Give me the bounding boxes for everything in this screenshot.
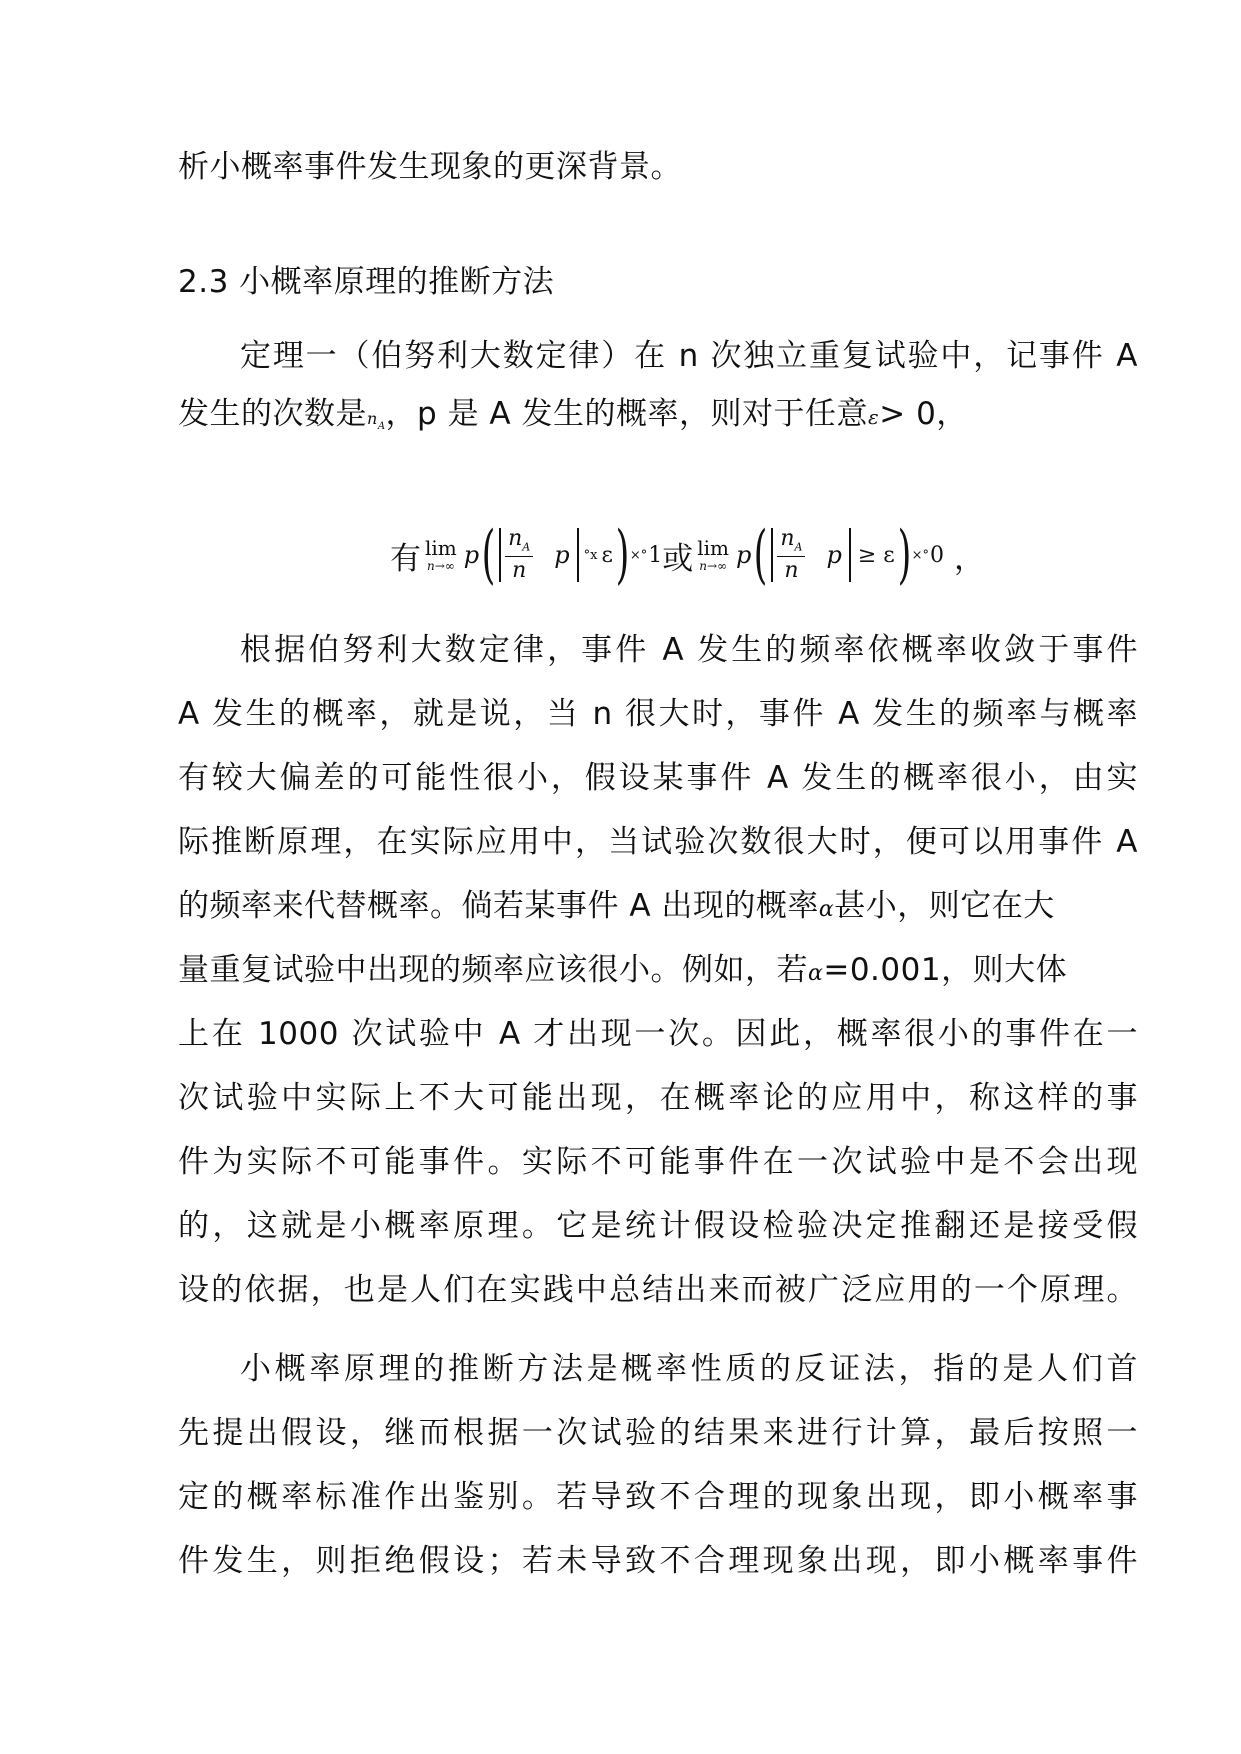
text-line — [178, 886, 1138, 930]
frequency-fraction — [505, 528, 533, 581]
left-paren: ( — [753, 518, 768, 592]
text-line — [178, 950, 1138, 994]
text-line: 析小概率事件发生现象的更深背景。 — [178, 149, 682, 185]
left-paren: ( — [481, 518, 496, 592]
abs-bar-left — [771, 528, 773, 582]
frac-numerator-sub: A — [522, 540, 531, 554]
prob-symbol: p — [736, 541, 752, 569]
prob-symbol: p — [554, 541, 570, 569]
garbled-glyph: ×° — [629, 547, 648, 563]
text-span: 甚小，则它在大 — [834, 888, 1055, 924]
text-span: =0.001，则大体 — [823, 952, 1068, 988]
text-line: 上在 1000 次试验中 A 才出现一次。因此，概率很小的事件在一 — [178, 1016, 1138, 1052]
right-paren: ) — [897, 518, 912, 592]
frac-denominator: n — [784, 557, 799, 583]
text-line: 定的概率标准作出鉴别。若导致不合理的现象出现，即小概率事 — [178, 1479, 1138, 1515]
garbled-glyph: °x — [583, 547, 598, 563]
lim-subscript: n→∞ — [699, 559, 727, 573]
text-span: 发生的次数是 — [178, 396, 367, 432]
math-n: n — [367, 409, 378, 428]
formula-suffix: ， — [954, 540, 986, 577]
frequency-fraction — [777, 528, 805, 581]
formula-one: 1 — [648, 542, 663, 568]
abs-bar-right — [577, 528, 579, 582]
abs-bar-left — [499, 528, 501, 582]
text-line: 有较大偏差的可能性很小，假设某事件 A 发生的概率很小，由实 — [178, 760, 1138, 796]
garbled-glyph: ×° — [911, 547, 930, 563]
text-span: > 0， — [879, 396, 968, 432]
text-line: A 发生的概率，就是说，当 n 很大时，事件 A 发生的频率与概率 — [178, 696, 1138, 732]
text-line: 先提出假设，继而根据一次试验的结果来进行计算，最后按照一 — [178, 1415, 1138, 1451]
text-line: 定理一（伯努利大数定律）在 n 次独立重复试验中，记事件 A — [240, 338, 1138, 374]
text-line: 件发生，则拒绝假设；若未导致不合理现象出现，即小概率事件 — [178, 1543, 1138, 1579]
math-alpha: α — [808, 961, 824, 986]
frac-numerator-sub: A — [794, 540, 803, 554]
frac-numerator: n — [508, 526, 523, 552]
text-span: ，p 是 A 发生的概率，则对于任意 — [385, 396, 868, 432]
text-line: 设的依据，也是人们在实践中总结出来而被广泛应用的一个原理。 — [178, 1272, 1138, 1308]
text-line: 件为实际不可能事件。实际不可能事件在一次试验中是不会出现 — [178, 1144, 1138, 1180]
text-span: 的频率来代替概率。倘若某事件 A 出现的概率 — [178, 888, 819, 924]
prob-symbol: p — [826, 541, 842, 569]
limit-operator — [425, 538, 457, 572]
lim-label: lim — [697, 536, 729, 560]
abs-bar-right — [849, 528, 851, 582]
text-line — [178, 394, 1138, 447]
text-span: 量重复试验中出现的频率应该很小。例如，若 — [178, 952, 808, 988]
text-line: 根据伯努利大数定律，事件 A 发生的频率依概率收敛于事件 — [240, 632, 1138, 668]
geq-epsilon: ≥ ε — [857, 542, 895, 568]
formula-zero: 0 — [930, 542, 945, 568]
formula-or: 或 — [662, 540, 694, 577]
math-n-sub: A — [377, 421, 386, 432]
lim-subscript: n→∞ — [426, 559, 455, 573]
text-line: 际推断原理，在实际应用中，当试验次数很大时，便可以用事件 A — [178, 824, 1138, 860]
text-line: 小概率原理的推断方法是概率性质的反证法，指的是人们首 — [240, 1351, 1138, 1387]
text-line: 的，这就是小概率原理。它是统计假设检验决定推翻还是接受假 — [178, 1208, 1138, 1244]
epsilon-symbol: ε — [601, 542, 613, 568]
formula-prefix: 有 — [390, 540, 421, 577]
lim-label: lim — [425, 536, 457, 560]
right-paren: ) — [615, 518, 630, 592]
text-line: 次试验中实际上不大可能出现，在概率论的应用中，称这样的事 — [178, 1080, 1138, 1116]
section-heading: 2.3 小概率原理的推断方法 — [178, 264, 555, 300]
frac-numerator: n — [780, 526, 795, 552]
law-of-large-numbers-formula — [390, 515, 985, 595]
frac-denominator: n — [512, 557, 527, 583]
math-epsilon: ε — [868, 405, 880, 429]
math-alpha: α — [818, 897, 835, 922]
limit-operator — [697, 538, 729, 572]
prob-symbol: p — [463, 541, 480, 569]
